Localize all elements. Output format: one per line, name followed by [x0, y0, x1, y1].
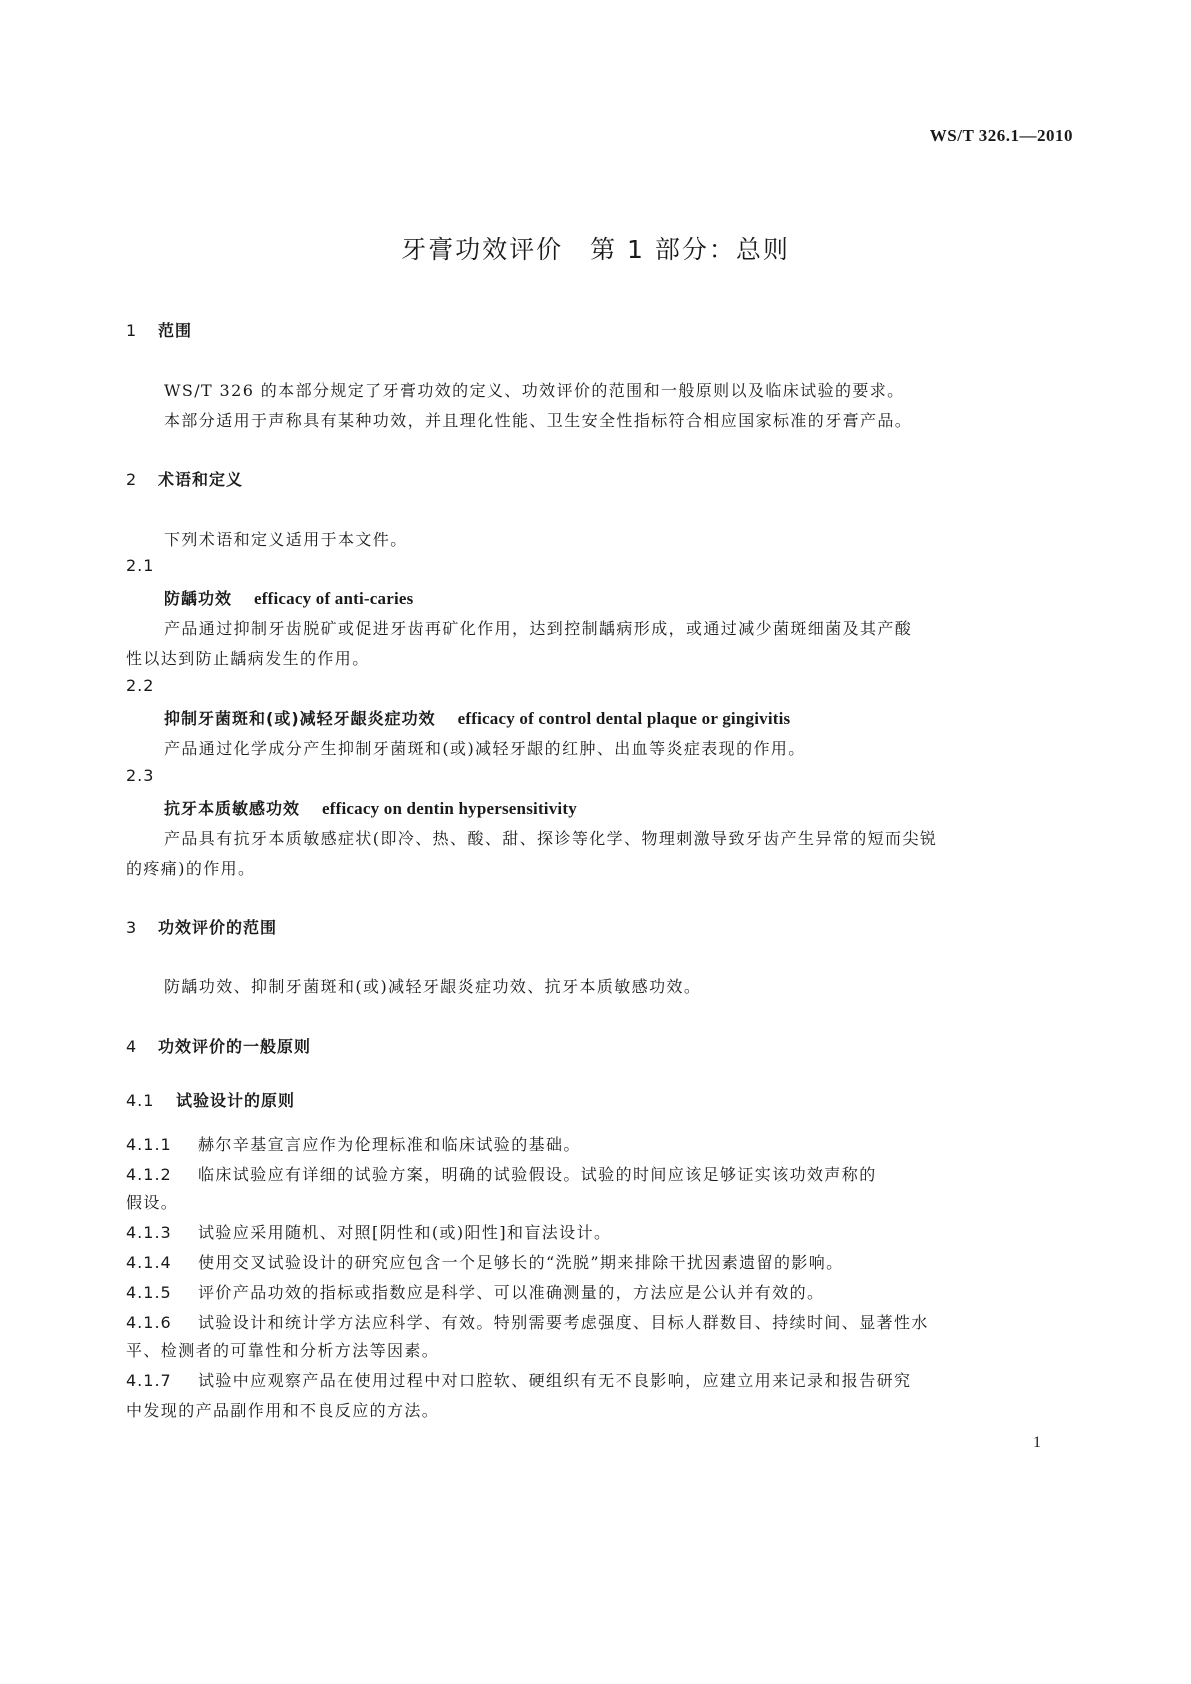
clause-number: 4.1.2: [126, 1165, 172, 1184]
clause-continuation: 假设。: [126, 1193, 179, 1212]
page-number: 1: [1033, 1434, 1041, 1451]
clause-text: 临床试验应有详细的试验方案，明确的试验假设。试验的时间应该足够证实该功效声称的: [198, 1165, 877, 1184]
term-zh: 抑制牙菌斑和(或)减轻牙龈炎症功效: [164, 709, 436, 728]
definition-line: 的疼痛)的作用。: [126, 859, 256, 878]
clause: [126, 1280, 824, 1303]
section-title: 功效评价的一般原则: [158, 1037, 312, 1056]
definition-line: 产品通过化学成分产生抑制牙菌斑和(或)减轻牙龈的红肿、出血等炎症表现的作用。: [164, 739, 806, 758]
clause-number: 4.1.6: [126, 1313, 172, 1332]
clause-continuation: 平、检测者的可靠性和分析方法等因素。: [126, 1341, 440, 1360]
term-entry: [164, 586, 413, 609]
term-en: efficacy of control dental plaque or gingivitis: [457, 709, 791, 728]
section-title: 术语和定义: [158, 470, 244, 489]
definition-line: 性以达到防止龋病发生的作用。: [126, 649, 370, 668]
term-en: efficacy on dentin hypersensitivity: [322, 799, 577, 818]
section-2-heading: [126, 467, 243, 490]
clause-number: 4.1.7: [126, 1371, 172, 1390]
clause-text: 试验应采用随机、对照[阴性和(或)阳性]和盲法设计。: [198, 1223, 612, 1242]
subsection-number: 4.1: [126, 1091, 155, 1110]
clause-number: 4.1.1: [126, 1135, 172, 1154]
section-number: 4: [126, 1037, 138, 1056]
term-zh: 防龋功效: [164, 589, 233, 608]
paragraph: WS/T 326 的本部分规定了牙膏功效的定义、功效评价的范围和一般原则以及临床试验的要求。: [164, 381, 905, 400]
clause-text: 赫尔辛基宣言应作为伦理标准和临床试验的基础。: [198, 1135, 581, 1154]
clause-text: 使用交叉试验设计的研究应包含一个足够长的“洗脱”期来排除干扰因素遗留的影响。: [198, 1253, 844, 1272]
clause-continuation: 中发现的产品副作用和不良反应的方法。: [126, 1401, 440, 1420]
term-number: 2.2: [126, 676, 155, 695]
term-entry: [164, 706, 790, 729]
section-number: 2: [126, 470, 138, 489]
clause-text: 试验设计和统计学方法应科学、有效。特别需要考虑强度、目标人群数目、持续时间、显著性水: [198, 1313, 929, 1332]
clause: [126, 1250, 844, 1273]
clause-number: 4.1.5: [126, 1283, 172, 1302]
subsection-title: 试验设计的原则: [176, 1091, 296, 1110]
section-4-heading: [126, 1034, 311, 1057]
definition-line: 产品通过抑制牙齿脱矿或促进牙齿再矿化作用，达到控制龋病形成，或通过减少菌斑细菌及其产酸: [164, 619, 913, 638]
term-zh: 抗牙本质敏感功效: [164, 799, 301, 818]
clause-text: 试验中应观察产品在使用过程中对口腔软、硬组织有无不良影响，应建立用来记录和报告研究: [198, 1371, 912, 1390]
clause: [126, 1162, 877, 1185]
standard-code: WS/T 326.1—2010: [929, 126, 1073, 145]
section-1-heading: [126, 318, 192, 341]
section-title: 范围: [158, 321, 193, 340]
paragraph: 本部分适用于声称具有某种功效，并且理化性能、卫生安全性指标符合相应国家标准的牙膏产品。: [164, 411, 913, 430]
paragraph: 防龋功效、抑制牙菌斑和(或)减轻牙龈炎症功效、抗牙本质敏感功效。: [164, 977, 702, 996]
term-entry: [164, 796, 577, 819]
clause: [126, 1310, 929, 1333]
paragraph: 下列术语和定义适用于本文件。: [164, 530, 408, 549]
definition-line: 产品具有抗牙本质敏感症状(即冷、热、酸、甜、探诊等化学、物理刺激导致牙齿产生异常的短而尖锐: [164, 829, 938, 848]
document-title: 牙膏功效评价 第 1 部分：总则: [401, 235, 790, 264]
clause: [126, 1132, 581, 1155]
section-number: 3: [126, 918, 138, 937]
section-3-heading: [126, 915, 277, 938]
section-number: 1: [126, 321, 138, 340]
clause-number: 4.1.3: [126, 1223, 172, 1242]
term-number: 2.3: [126, 766, 155, 785]
clause-text: 评价产品功效的指标或指数应是科学、可以准确测量的，方法应是公认并有效的。: [198, 1283, 825, 1302]
term-number: 2.1: [126, 556, 155, 575]
subsection-4-1-heading: [126, 1088, 295, 1111]
clause-number: 4.1.4: [126, 1253, 172, 1272]
clause: [126, 1220, 611, 1243]
term-en: efficacy of anti-caries: [254, 589, 414, 608]
clause: [126, 1368, 911, 1391]
section-title: 功效评价的范围: [158, 918, 278, 937]
